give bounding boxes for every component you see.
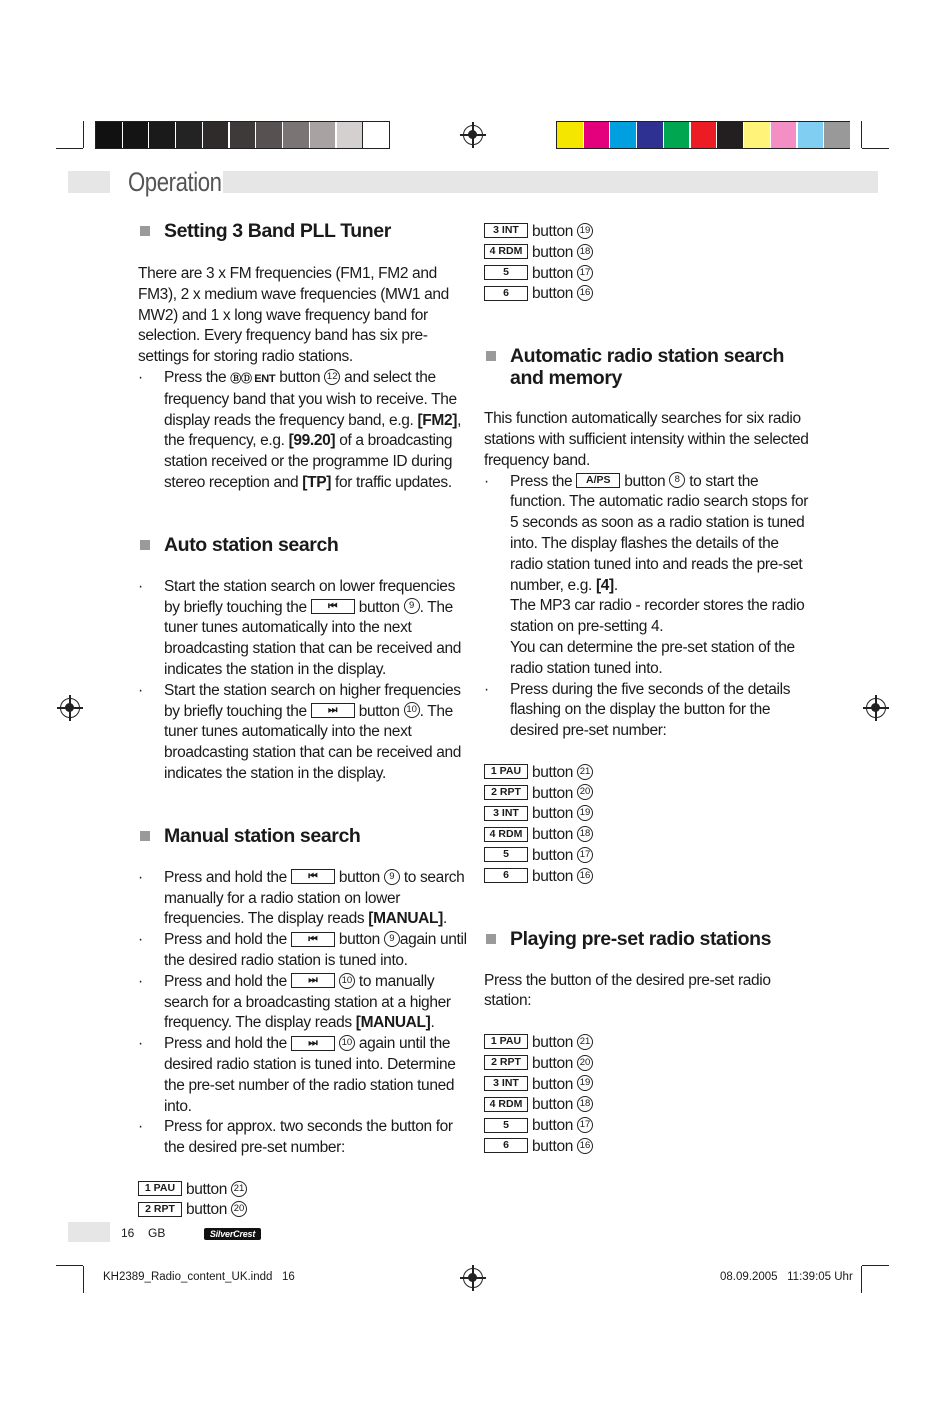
bullet-press-preset: · Press for approx. two seconds the button for the desired pre-set number:: [138, 1118, 453, 1157]
preset-row: [484, 1116, 814, 1137]
next-key-icon: ⏭: [311, 703, 355, 718]
preset-row: [484, 763, 814, 784]
preset-list-top: [484, 222, 814, 305]
preset-label: button: [532, 264, 573, 282]
color-swatch: [176, 122, 202, 148]
preset-key-icon: 2 RPT: [484, 1055, 528, 1070]
preset-label: button: [532, 1033, 573, 1051]
callout-number: 21: [231, 1181, 247, 1197]
color-swatch: [637, 122, 663, 148]
callout-number: 17: [577, 847, 593, 863]
callout-number: 19: [577, 223, 593, 239]
crop-mark-top-right: [862, 148, 889, 149]
preset-key-icon: 6: [484, 1138, 528, 1153]
color-swatch: [363, 122, 389, 148]
callout-number: 8: [669, 472, 685, 488]
callout-number: 20: [231, 1201, 247, 1217]
preset-key-icon: 3 INT: [484, 1076, 528, 1091]
preset-label: button: [532, 223, 573, 240]
crop-mark-top-left-v: [83, 121, 84, 148]
header-bar-right: [223, 171, 878, 193]
callout-number: 18: [577, 1096, 593, 1112]
right-column: [484, 222, 814, 1158]
preset-row: [484, 222, 814, 243]
crop-mark-bottom-left: [56, 1265, 83, 1266]
color-swatch: [717, 122, 743, 148]
preset-key-icon: 4 RDM: [484, 244, 528, 259]
preset-label: button: [532, 285, 573, 303]
callout-number: 16: [577, 1138, 593, 1154]
preset-label: button: [186, 1201, 227, 1219]
preset-row: [138, 1180, 468, 1201]
header-bar-left: [68, 171, 110, 193]
preset-row: [484, 1137, 814, 1158]
preset-label: button: [186, 1180, 227, 1198]
preset-row: [484, 243, 814, 264]
heading-pll-tuner: Setting 3 Band PLL Tuner: [138, 220, 468, 242]
bullet-manual-higher: · Press and hold the ⏭ 10 to manually search for a broadcasting station at a higher frequency. The display reads [MANUAL].: [138, 972, 451, 1032]
color-swatch: [283, 122, 309, 148]
bullet-band-select: · Press the ⒷⒹ ENT button 12 and select the frequency band that you wish to receive. The display reads the frequency band, e.g. [FM2], the frequency, e.g. [99.20] of a broadcasting station received or the programme ID during stereo reception and [TP] for traffic updates.: [138, 368, 462, 491]
callout-number: 21: [577, 764, 593, 780]
bullet-press-during: · Press during the five seconds of the details flashing on the display the button for the desired pre-set number:: [484, 680, 791, 740]
preset-label: button: [532, 763, 573, 781]
preset-key-icon: 5: [484, 847, 528, 862]
preset-key-icon: 6: [484, 868, 528, 883]
preset-label: button: [532, 867, 573, 885]
callout-number: 18: [577, 244, 593, 260]
preset-key-icon: 2 RPT: [138, 1202, 182, 1217]
preset-list-mid: [484, 763, 814, 888]
preset-row: [484, 846, 814, 867]
section-title: Operation: [128, 167, 222, 197]
crop-mark-top-left: [56, 148, 83, 149]
preset-label: button: [532, 1075, 573, 1093]
color-swatch: [123, 122, 149, 148]
preset-key-icon: 4 RDM: [484, 1097, 528, 1112]
crop-mark-bottom-right: [862, 1265, 889, 1266]
color-swatch: [256, 122, 282, 148]
heading-auto-memory: Automatic radio station search and memory: [484, 345, 814, 389]
bullet-manual-lower: · Press and hold the ⏮ button 9 to search manually for a radio station on lower frequencies. The display reads [MANUAL].: [138, 868, 465, 928]
aps-key-icon: A/PS: [576, 473, 620, 488]
bullet-manual-lower-hold: · Press and hold the ⏮ button 9 again until the desired radio station is tuned into.: [138, 931, 467, 969]
preset-key-icon: 1 PAU: [138, 1181, 182, 1196]
preset-row: [484, 1075, 814, 1096]
registration-mark-top-icon: [463, 125, 483, 145]
preset-label: button: [532, 826, 573, 844]
preset-list-bottom: [484, 1033, 814, 1158]
bullet-aps: · Press the A/PS button 8 to start the function. The automatic radio search stops for 5 seconds as soon as a radio station is tuned into. The display flashes the details of the radio station tuned into and reads the pre-set number, e.g. [4]. The MP3 car radio - recorder stores the radio station on pre-setting 4. You can determine the pre-set station of the radio station tuned into.: [484, 472, 809, 677]
preset-list-left: [138, 1180, 468, 1222]
preset-label: button: [532, 805, 573, 823]
callout-number: 19: [577, 805, 593, 821]
preset-key-icon: 2 RPT: [484, 785, 528, 800]
preset-row: [138, 1200, 468, 1221]
heading-playing-presets: Playing pre-set radio stations: [484, 928, 814, 950]
callout-number: 16: [577, 285, 593, 301]
callout-number: 21: [577, 1034, 593, 1050]
print-timestamp: 08.09.2005 11:39:05 Uhr: [720, 1271, 853, 1283]
callout-number: 17: [577, 265, 593, 281]
color-swatch: [149, 122, 175, 148]
preset-row: [484, 264, 814, 285]
preset-row: [484, 825, 814, 846]
color-swatch: [584, 122, 610, 148]
callout-number: 9: [384, 931, 400, 947]
page-number: 16: [121, 1226, 135, 1240]
callout-number: 10: [339, 1035, 355, 1051]
preset-key-icon: 1 PAU: [484, 1034, 528, 1049]
preset-label: button: [532, 243, 573, 261]
next-key-icon: ⏭: [291, 973, 335, 988]
crop-mark-bottom-left-v: [83, 1266, 84, 1293]
preset-label: button: [532, 1117, 573, 1135]
next-key-icon: ⏭: [291, 1036, 335, 1051]
heading-auto-search: Auto station search: [138, 534, 468, 556]
preset-label: button: [532, 846, 573, 864]
brand-logo: SilverCrest: [204, 1228, 261, 1240]
preset-row: [484, 1095, 814, 1116]
registration-mark-right-icon: [866, 698, 886, 718]
footer-bar: [68, 1222, 110, 1242]
bd-ent-key-icon: ⒷⒹ ENT: [230, 372, 276, 385]
callout-number: 10: [404, 702, 420, 718]
color-swatch: [310, 122, 336, 148]
preset-row: [484, 1033, 814, 1054]
prev-key-icon: ⏮: [291, 932, 335, 947]
crop-mark-bottom-right-v: [861, 1266, 862, 1293]
preset-row: [484, 867, 814, 888]
paragraph-auto-intro: This function automatically searches for six radio stations with sufficient intensity within the selected frequency band.: [484, 410, 809, 469]
file-slug: KH2389_Radio_content_UK.indd 16: [103, 1271, 295, 1283]
preset-key-icon: 4 RDM: [484, 827, 528, 842]
prev-key-icon: ⏮: [311, 599, 355, 614]
callout-number: 20: [577, 1055, 593, 1071]
paragraph-playing-intro: Press the button of the desired pre-set radio station:: [484, 971, 771, 1010]
preset-key-icon: 3 INT: [484, 806, 528, 821]
callout-number: 20: [577, 784, 593, 800]
prev-key-icon: ⏮: [291, 869, 335, 884]
registration-mark-bottom-icon: [463, 1268, 483, 1288]
registration-mark-left-icon: [60, 698, 80, 718]
preset-row: [484, 284, 814, 305]
preset-key-icon: 1 PAU: [484, 764, 528, 779]
color-swatch: [664, 122, 690, 148]
callout-number: 10: [339, 973, 355, 989]
preset-row: [484, 784, 814, 805]
preset-label: button: [532, 1054, 573, 1072]
color-swatch: [691, 122, 717, 148]
color-swatch: [824, 122, 850, 148]
preset-label: button: [532, 1096, 573, 1114]
color-swatch: [203, 122, 229, 148]
heading-manual-search: Manual station search: [138, 825, 468, 847]
bullet-search-higher: · Start the station search on higher frequencies by briefly touching the ⏭ button 10 . The tuner tunes automatically into the next broadcasting station that can be received and indicates the station in the display.: [138, 681, 462, 782]
color-swatch: [771, 122, 797, 148]
bullet-search-lower: · Start the station search on lower frequencies by briefly touching the ⏮ button 9 . The tuner tunes automatically into the next broadcasting station that can be received and indicates the station in the display.: [138, 577, 462, 678]
color-swatch: [337, 122, 363, 148]
color-swatch: [610, 122, 636, 148]
callout-number: 19: [577, 1075, 593, 1091]
preset-label: button: [532, 784, 573, 802]
preset-row: [484, 1054, 814, 1075]
bullet-manual-higher-hold: · Press and hold the ⏭ 10 again until the desired radio station is tuned into. Determine the pre-set number of the radio station tuned into.: [138, 1035, 456, 1115]
preset-row: [484, 804, 814, 825]
language-code: GB: [148, 1226, 166, 1240]
preset-label: button: [532, 1137, 573, 1155]
color-swatch: [798, 122, 824, 148]
callout-number: 18: [577, 826, 593, 842]
preset-key-icon: 5: [484, 265, 528, 280]
color-swatch: [557, 122, 583, 148]
callout-number: 16: [577, 868, 593, 884]
color-swatch: [230, 122, 256, 148]
preset-key-icon: 5: [484, 1118, 528, 1133]
left-column: [138, 220, 468, 1221]
preset-key-icon: 6: [484, 286, 528, 301]
callout-number: 9: [384, 869, 400, 885]
callout-number: 17: [577, 1117, 593, 1133]
paragraph-intro: There are 3 x FM frequencies (FM1, FM2 and FM3), 2 x medium wave frequencies (MW1 and MW2) and 1 x long wave frequency band for selection. Every frequency band has six pre-settings for storing radio stations.: [138, 265, 449, 366]
callout-number: 12: [324, 369, 340, 385]
preset-key-icon: 3 INT: [484, 223, 528, 238]
color-swatch: [96, 122, 122, 148]
crop-mark-top-right-v: [861, 121, 862, 148]
color-swatch: [744, 122, 770, 148]
callout-number: 9: [404, 598, 420, 614]
